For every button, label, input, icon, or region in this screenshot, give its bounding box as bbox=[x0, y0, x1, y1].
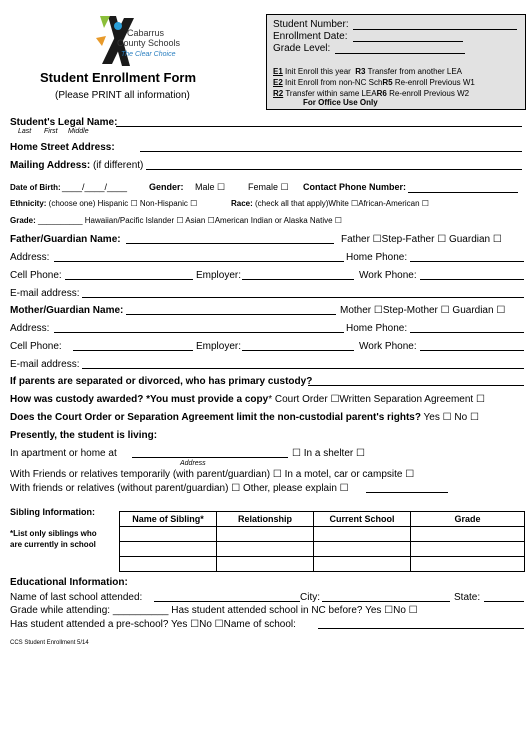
mother-work-phone-field[interactable] bbox=[420, 350, 524, 351]
preschool-name-field[interactable] bbox=[318, 628, 524, 629]
dob-field[interactable]: ____/____/____ bbox=[62, 182, 128, 192]
column-header: Current School bbox=[314, 512, 411, 527]
office-use-box bbox=[266, 14, 526, 110]
last-school-label: Name of last school attended: bbox=[10, 592, 143, 603]
middle-caption: Middle bbox=[68, 128, 89, 135]
gender-male-checkbox[interactable]: Male ☐ bbox=[195, 182, 226, 192]
mother-email-field[interactable] bbox=[82, 368, 524, 369]
table-cell[interactable] bbox=[120, 527, 217, 542]
grade-row[interactable]: Grade: __________ Hawaiian/Pacific Islander ☐ Asian ☐American Indian or Alaska Native ☐ bbox=[10, 216, 342, 225]
sibling-table-header bbox=[120, 512, 525, 527]
grade-attending-row[interactable]: Grade while attending: __________ Has student attended school in NC before? Yes ☐No ☐ bbox=[10, 605, 418, 616]
contact-phone-label: Contact Phone Number: bbox=[303, 182, 407, 192]
legal-name-label: Student's Legal Name: bbox=[10, 117, 118, 128]
table-cell[interactable] bbox=[217, 542, 314, 557]
state-label: State: bbox=[454, 592, 481, 603]
column-header: Relationship bbox=[217, 512, 314, 527]
student-number-line[interactable] bbox=[353, 29, 517, 30]
code-row-2: E2 Init Enroll from non-NC SchR5 Re-enroll Previous W1 bbox=[273, 78, 475, 87]
preschool-row[interactable]: Has student attended a pre-school? Yes ☐No ☐Name of school: bbox=[10, 619, 296, 630]
logo-line-1: Cabarrus bbox=[127, 28, 165, 38]
living-address-field[interactable] bbox=[132, 457, 288, 458]
race-row[interactable]: Race: (check all that apply)White ☐African-American ☐ bbox=[231, 199, 429, 208]
mother-work-phone-label: Work Phone: bbox=[359, 341, 417, 352]
father-options[interactable]: Father ☐Step-Father ☐ Guardian ☐ bbox=[341, 234, 502, 245]
father-address-label: Address: bbox=[10, 252, 50, 263]
code-row-1: E1 Init Enroll this year R3 Transfer from another LEA bbox=[273, 67, 463, 76]
mother-options[interactable]: Mother ☐Step-Mother ☐ Guardian ☐ bbox=[340, 305, 506, 316]
form-title: Student Enrollment Form bbox=[40, 70, 196, 85]
father-address-field[interactable] bbox=[54, 261, 344, 262]
enrollment-date-label: Enrollment Date: bbox=[273, 31, 348, 42]
student-number-label: Student Number: bbox=[273, 19, 349, 30]
living-apartment-label: In apartment or home at bbox=[10, 448, 117, 459]
office-use-footer: For Office Use Only bbox=[303, 98, 378, 107]
table-cell[interactable] bbox=[411, 542, 525, 557]
table-cell[interactable] bbox=[411, 557, 525, 572]
mother-address-field[interactable] bbox=[54, 332, 344, 333]
table-cell[interactable] bbox=[314, 557, 411, 572]
custody-rights-row[interactable]: Does the Court Order or Separation Agreement limit the non-custodial parent's rights? Yes ☐ No ☐ bbox=[10, 412, 479, 423]
education-title: Educational Information: bbox=[10, 577, 128, 588]
mother-cell-label: Cell Phone: bbox=[10, 341, 62, 352]
living-friends-row[interactable]: With friends or relatives (without parent/guardian) ☐ Other, please explain ☐ bbox=[10, 483, 349, 494]
living-other-field[interactable] bbox=[366, 492, 448, 493]
father-cell-label: Cell Phone: bbox=[10, 270, 62, 281]
grade-level-line[interactable] bbox=[335, 53, 465, 54]
home-street-field[interactable] bbox=[140, 151, 522, 152]
first-caption: First bbox=[44, 128, 58, 135]
sibling-note-1: *List only siblings who bbox=[10, 529, 97, 538]
custody-field[interactable] bbox=[308, 385, 524, 386]
city-field[interactable] bbox=[322, 601, 450, 602]
father-home-phone-field[interactable] bbox=[410, 261, 524, 262]
dob-label: Date of Birth: bbox=[10, 183, 61, 192]
living-address-caption: Address bbox=[180, 460, 206, 467]
mother-home-phone-field[interactable] bbox=[410, 332, 524, 333]
table-cell[interactable] bbox=[411, 527, 525, 542]
ethnicity-row[interactable]: Ethnicity: (choose one) Hispanic ☐ Non-Hispanic ☐ bbox=[10, 199, 198, 208]
custody-question: If parents are separated or divorced, who has primary custody? bbox=[10, 376, 313, 387]
mailing-label: Mailing Address: (if different) bbox=[10, 160, 144, 171]
father-email-label: E-mail address: bbox=[10, 288, 80, 299]
table-cell[interactable] bbox=[120, 542, 217, 557]
state-field[interactable] bbox=[484, 601, 524, 602]
table-cell[interactable] bbox=[120, 557, 217, 572]
logo-line-2: County Schools bbox=[117, 38, 181, 48]
column-header: Grade bbox=[411, 512, 525, 527]
father-home-phone-label: Home Phone: bbox=[346, 252, 408, 263]
last-school-field[interactable] bbox=[154, 601, 300, 602]
mailing-field[interactable] bbox=[146, 169, 522, 170]
father-employer-label: Employer: bbox=[196, 270, 242, 281]
contact-phone-field[interactable] bbox=[408, 192, 518, 193]
logo-tagline: The Clear Choice bbox=[121, 51, 176, 58]
table-row bbox=[120, 557, 525, 572]
mother-email-label: E-mail address: bbox=[10, 359, 80, 370]
gender-female-checkbox[interactable]: Female ☐ bbox=[248, 182, 289, 192]
table-cell[interactable] bbox=[217, 527, 314, 542]
father-employer-field[interactable] bbox=[242, 279, 354, 280]
table-row bbox=[120, 542, 525, 557]
custody-awarded-row[interactable]: How was custody awarded? *You must provide a copy* Court Order ☐Written Separation Agreement ☐ bbox=[10, 394, 485, 405]
mother-address-label: Address: bbox=[10, 323, 50, 334]
sibling-table bbox=[119, 511, 525, 572]
living-title: Presently, the student is living: bbox=[10, 430, 158, 441]
legal-name-field[interactable] bbox=[116, 126, 522, 127]
table-cell[interactable] bbox=[217, 557, 314, 572]
living-friends-temp-row[interactable]: With Friends or relatives temporarily (with parent/guardian) ☐ In a motel, car or campsite ☐ bbox=[10, 469, 415, 480]
mother-name-label: Mother/Guardian Name: bbox=[10, 305, 124, 316]
form-code: CCS Student Enrollment 5/14 bbox=[10, 640, 89, 646]
father-name-field[interactable] bbox=[126, 243, 334, 244]
sibling-title: Sibling Information: bbox=[10, 507, 95, 517]
district-logo bbox=[94, 14, 204, 70]
sibling-note-2: are currently in school bbox=[10, 540, 96, 549]
last-caption: Last bbox=[18, 128, 32, 135]
mother-cell-field[interactable] bbox=[73, 350, 193, 351]
mother-name-field[interactable] bbox=[126, 314, 336, 315]
city-label: City: bbox=[300, 592, 320, 603]
table-cell[interactable] bbox=[314, 527, 411, 542]
grade-level-label: Grade Level: bbox=[273, 43, 331, 54]
father-work-phone-field[interactable] bbox=[420, 279, 524, 280]
mother-employer-field[interactable] bbox=[242, 350, 354, 351]
gender-label: Gender: bbox=[149, 182, 184, 192]
living-shelter-checkbox[interactable]: ☐ In a shelter ☐ bbox=[292, 448, 365, 459]
code-row-3: R2 Transfer within same LEAR6 Re-enroll Previous W2 bbox=[273, 89, 470, 98]
father-email-field[interactable] bbox=[82, 297, 524, 298]
table-cell[interactable] bbox=[314, 542, 411, 557]
father-work-phone-label: Work Phone: bbox=[359, 270, 417, 281]
father-name-label: Father/Guardian Name: bbox=[10, 234, 121, 245]
form-subtitle: (Please PRINT all information) bbox=[55, 90, 190, 101]
enrollment-date-line[interactable] bbox=[353, 41, 463, 42]
column-header: Name of Sibling* bbox=[120, 512, 217, 527]
mother-home-phone-label: Home Phone: bbox=[346, 323, 408, 334]
table-row bbox=[120, 527, 525, 542]
father-cell-field[interactable] bbox=[65, 279, 193, 280]
mother-employer-label: Employer: bbox=[196, 341, 242, 352]
home-street-label: Home Street Address: bbox=[10, 142, 115, 153]
